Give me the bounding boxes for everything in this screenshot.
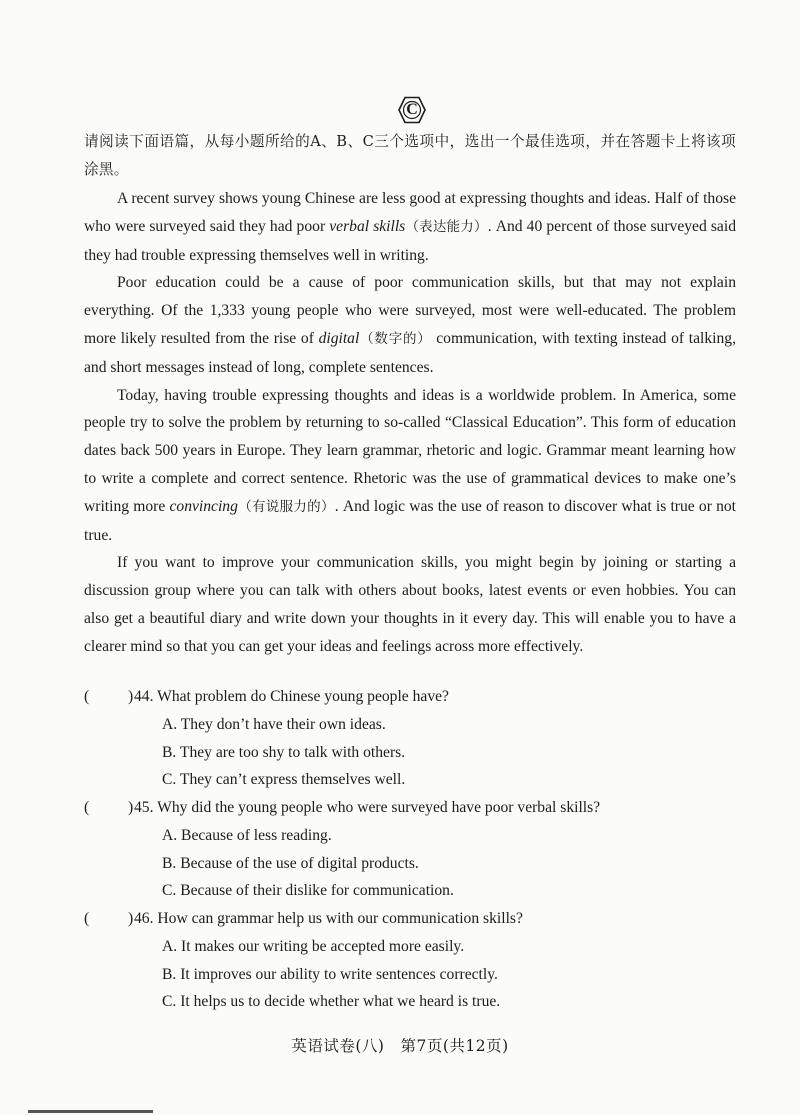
term-digital: digital: [318, 329, 360, 347]
answer-paren-open: (: [84, 910, 90, 927]
question-stem: 45. Why did the young people who were surveyed have poor verbal skills?: [134, 799, 601, 816]
instruction-text: 请阅读下面语篇，从每小题所给的A、B、C三个选项中，选出一个最佳选项，并在答题卡上将该项涂黑。: [84, 133, 736, 178]
paragraph-1: A recent survey shows young Chinese are less good at expressing thoughts and ideas. Half of those who were surveyed said they had poor verbal skills（表达能力）. And 40 percent of those surveyed said they had trouble expressing themselves well in writing.: [84, 190, 736, 264]
option-c: C. It helps us to decide whether what we heard is true.: [162, 993, 501, 1011]
gloss: （有说服力的）: [237, 498, 335, 515]
passage: [84, 185, 736, 661]
answer-paren-open: (: [84, 688, 90, 705]
question-45: [84, 794, 744, 905]
page-footer: 英语试卷(八) 第7页(共12页): [291, 1037, 509, 1055]
answer-paren-open: (: [84, 799, 90, 816]
option-b: B. It improves our ability to write sentences correctly.: [162, 965, 498, 983]
option-a: A. It makes our writing be accepted more easily.: [162, 937, 465, 955]
option-b: B. They are too shy to talk with others.: [162, 743, 406, 761]
term-verbal-skills: verbal skills: [329, 217, 406, 235]
paragraph-2: Poor education could be a cause of poor communication skills, but that may not explain everything. Of the 1,333 young people who were surveyed, most were well-educated. The problem more likely resulted from the rise of digital（数字的） communication, with texting instead of talking, and short messages instead of long, complete sentences.: [84, 274, 736, 376]
section-letter: C: [406, 101, 418, 118]
option-a: A. Because of less reading.: [162, 826, 332, 844]
question-stem: 46. How can grammar help us with our communication skills?: [134, 910, 523, 927]
gloss: （数字的）: [359, 330, 432, 347]
option-c: C. They can’t express themselves well.: [162, 771, 406, 789]
paragraph-3: Today, having trouble expressing thoughts and ideas is a worldwide problem. In America, some people try to solve the problem by returning to so-called “Classical Education”. This form of education dates back 500 years in Europe. They learn grammar, rhetoric and logic. Grammar meant learning how to write a complete and correct sentence. Rhetoric was the use of grammatical devices to make one’s writing more convincing（有说服力的）. And logic was the use of reason to discover what is true or not true.: [84, 386, 737, 544]
option-c: C. Because of their dislike for communication.: [162, 882, 454, 900]
answer-paren-close: ): [128, 799, 134, 816]
term-convincing: convincing: [169, 497, 238, 515]
option-a: A. They don’t have their own ideas.: [162, 715, 386, 733]
section-badge: [398, 96, 426, 124]
question-stem: 44. What problem do Chinese young people have?: [134, 688, 449, 705]
option-b: B. Because of the use of digital products.: [162, 854, 419, 872]
scan-edge-mark: [28, 1110, 153, 1113]
paragraph-4: If you want to improve your communication skills, you might begin by joining or starting a discussion group where you can talk with others about books, latest events or even hobbies. You can also get a beautiful diary and write down your thoughts in it every day. This will enable you to have a clearer mind so that you can get your ideas and feelings across more effectively.: [84, 554, 736, 655]
question-44: [84, 683, 744, 794]
answer-paren-close: ): [128, 910, 134, 927]
question-46: [84, 905, 744, 1016]
answer-paren-close: ): [128, 688, 134, 705]
gloss: （表达能力）: [405, 218, 488, 235]
